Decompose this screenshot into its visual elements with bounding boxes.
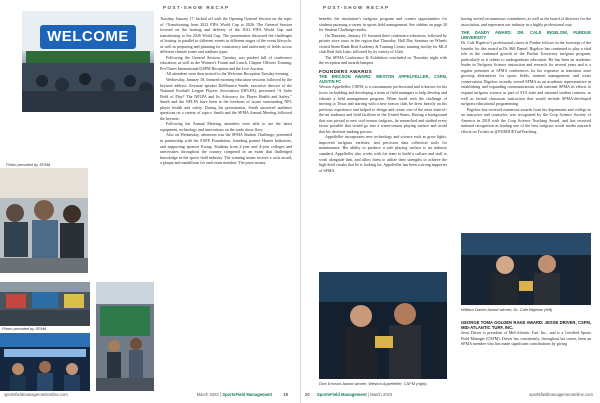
photo-bigelow: [461, 233, 591, 305]
right-page: [300, 0, 600, 403]
left-paragraph: Tuesday, January 17, kicked off with the Opening General Session on the topic of “Transitioning from 2022 FIFA World Cup to 2026: The General Session focused on the hosting and delivery of the 2022 FIFA World Cup and transitioning to the 2026 World Cup. The presentation discussed the challenges of hosting in parallel in different events in different stages of the event lifecycle, as well as preparing and planning for consistency and uniformity of fields across different climate zones and stadium types.: [160, 16, 292, 55]
right-col-2b: [461, 318, 591, 347]
right-col-1: [319, 16, 447, 173]
left-paragraph: Wednesday, January 18, featured morning education sessions followed by the keynote address. Keynote speaker DeMaurice Smith, executive director of the National Football League Players Association (NFLPA), presented “A Safer Field of Play? The NFLPA and Its Advocacy for Player Health and Safety.” Smith and the NFLPA have been at the forefront of issues surrounding NFL player health and safety. During his presentation, Smith answered audience questions on a variety of topics. Smith and the SFMA Annual Meeting followed the keynote.: [160, 77, 292, 121]
dandy-award-heading: THE DANDY AWARD: DR. CALE BIGELOW, PURDUE UNIVERSITY: [461, 30, 591, 41]
golden-rake-heading: GEORGE TOMA GOLDEN RAKE AWARD: JESSE DRIVER, CSFM, MID-ATLANTIC TURF, INC.: [461, 320, 591, 330]
right-paragraph: The SFMA Conference & Exhibition concluded on Thursday night with the reception and awards banquet.: [319, 54, 447, 66]
right-paragraph: having served on numerous committees, as well as the board of directors for the association, and represents our industry in a highly professional way.: [461, 16, 591, 27]
footer-site[interactable]: sportsfieldmanagementonline.com: [4, 392, 68, 397]
welcome-sign: WELCOME: [47, 28, 129, 45]
running-head: POST-SHOW RECAP: [323, 5, 390, 10]
photo-booth: [96, 282, 154, 391]
footer-site[interactable]: sportsfieldmanagementonline.com: [529, 392, 593, 397]
right-paragraph: benefits the institution’s turfgrass program and creates opportunities for students pursuing a career in sports field management. See sidebar on page 20 for Student Challenge results.: [319, 16, 447, 33]
photo-welcome: [22, 11, 154, 112]
caption-welcome: Photo provided by SFMA: [6, 162, 51, 167]
right-paragraph: On Thursday, January 19, featured three conference education, followed by private store tours in the region that Thursday. Hall Day Seminar on Wheels visited Stone Bank Real Academy & Training Center, training facility for MLS club Real Salt Lake, followed by its variety of Utah.: [319, 32, 447, 55]
page-number: 19: [283, 392, 288, 397]
right-col-2: [461, 16, 591, 134]
caption-ericson: Dick Ericson Award winner, Weston Appelfeller, CSFM (right).: [319, 381, 428, 386]
running-head: POST-SHOW RECAP: [163, 5, 230, 10]
left-paragraph: Following the General Session, Tuesday was packed full of conference education, as well as the Women’s Forum and Lunch, Chapter Officers Training, Pro/Times International/GSPM Reception and the Live Auction.: [160, 54, 292, 71]
founders-heading: FOUNDERS AWARDS: [319, 68, 373, 74]
right-paragraph: Appelfeller incorporates new technology and science such as grow lights, improved turfgrass varieties, and precision data collection tools for maintenance. His ability to produce a safe playing surface is an industry standard. Appelfeller also works with his team to build a culture and staff to work alongside him, and allow them to utilize their strengths to achieve the high-level results that he is looking for. Appelfeller has been a strong supporter of SFMA: [319, 134, 448, 173]
caption-bigelow: William Daniel Award winner, Dr. Cale Bigelow (left): [461, 307, 553, 312]
right-paragraph: Bigelow has received numerous awards from his department and college as an instructor and counselor, was recognized by the Crop Science Society of America in 2018 with the Crop Science Teaching Award, and has received national recognition as leading one of the best turfgrass social media outreach efforts on Twitter as @PURDUETurfTeaching.: [461, 106, 591, 134]
right-paragraph: Dr. Cale Bigelow’s professional career at Purdue follows in the footsteps of the founder for this award in Dr. Bill Daniel. Bigelow has continued to play a vital role in the continued growth of the Purdue University turfgrass program, particularly as it relates to undergraduate education. He has been an academic leader in Turfgrass Science instruction and research for several years and is a regular presenter at SFMA conferences for his expertise in transition zone growing alternatives for sports fields, nutrient management, and water conservation. Bigelow recently served SFMA as an academic representative in establishing and expanding communications with national SFMA in efforts to expand turfgrass science as part of STA state and national student contests, as well as formal classroom instruction that would include SFMA-developed turfgrass educational programming.: [461, 40, 591, 107]
photo-ericson-award: [319, 272, 447, 379]
right-paragraph: Jesse Driver is president of Mid-Atlantic Turf, Inc., and is a Certified Sports Field Manager (CSFM). Driver has consistently, throughout his career, been an SFMA member who has made significant contributions by giving: [461, 330, 591, 347]
right-paragraph: Weston Appelfeller, CSFM, is a consummate professional and is known for his focus on building and developing a team of field managers to help develop and educate a field management program. When faced with the challenge of moving to Texas and starting with a new season club, he drew heavily on his previous experience and helped to design and create one of the most state-of-the-art stadiums and field facilities in the United States. Having a background that was pivotal to new cool-season turfgrass, he researched and studied every factor possible that would go into a warm-season playing surface and avoid that his decision-making process.: [319, 84, 448, 134]
ericson-award-heading: THE ERICSON AWARD: WESTON APPELFELLER, CSFM, AUSTIN FC: [319, 74, 447, 85]
photo-bowling: [0, 333, 90, 391]
photo-expo: [0, 282, 90, 326]
left-paragraph: Also on Wednesday, afternoon was the SFMA Student Challenge, presented in partnership with the SAFE Foundation, founding partner Hunter Industries, and supporting sponsor Ewing. Students from 2-year and 4-year colleges and universities throughout the country competed in an exam that challenged knowledge in the sports field industry. The winning teams receive a cash award, a plaque and medallions for each team member. The prize money: [160, 132, 292, 166]
right-footer: 20 SportsField Management | March 2023 sportsfieldmanagementonline.com: [305, 392, 593, 397]
footer-magazine: SportsField Management: [316, 392, 367, 397]
photo-crowd: [0, 168, 88, 273]
left-body-text: [160, 16, 292, 166]
page-number: 20: [305, 392, 310, 397]
left-footer: sportsfieldmanagementonline.com March 2023 | SportsField Management 19: [4, 392, 288, 397]
left-paragraph: All attendees were then invited to the Welcome Reception Tuesday evening.: [166, 71, 290, 77]
footer-issue: March 2023: [370, 392, 393, 397]
footer-magazine: SportsField Management: [222, 392, 272, 397]
left-paragraph: Following the Annual Meeting, attendees were able to see the latest equipment, technology and innovations on the trade show floor.: [160, 121, 292, 132]
footer-issue: March 2023: [196, 392, 219, 397]
caption-expo: Photo provided by SFMA: [2, 326, 47, 331]
